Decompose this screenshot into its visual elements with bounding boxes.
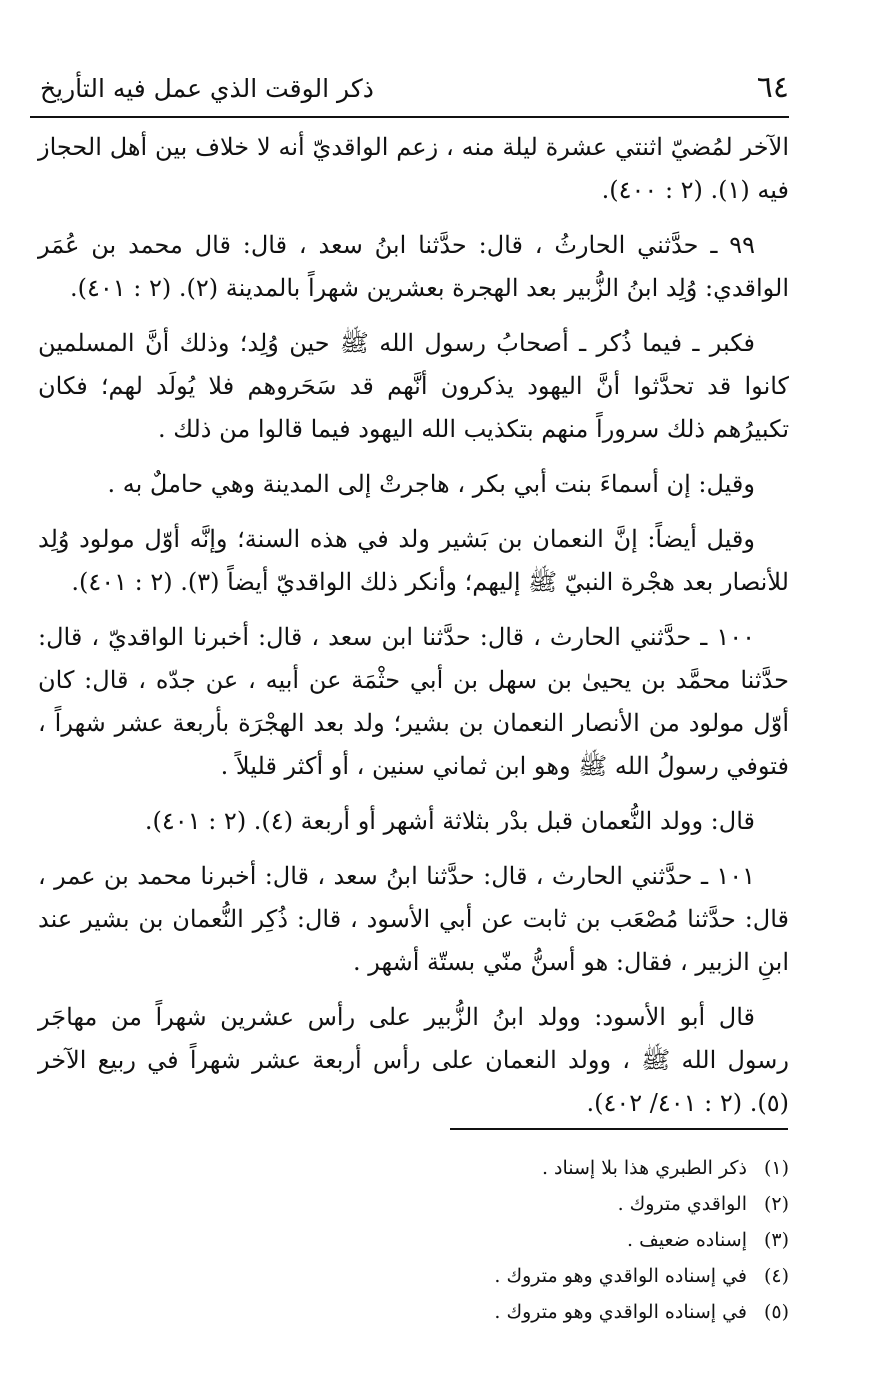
footnote xyxy=(149,1150,789,1186)
footnote-text: ذكر الطبري هذا بلا إسناد . xyxy=(541,1157,747,1179)
paragraph: قال أبو الأسود: وولد ابنُ الزُّبير على رأس عشرين شهراً من مهاجَر رسول الله ﷺ ، وولد النعمان على رأس أربعة عشر شهراً في ربيع الآخر (٥). (٢ : ٤٠١/ ٤٠٢). xyxy=(38,1003,789,1117)
footnote-text: إسناده ضعيف . xyxy=(627,1229,747,1251)
paragraph: قال: وولد النُّعمان قبل بدْر بثلاثة أشهر أو أربعة (٤). (٢ : ٤٠١). xyxy=(144,807,755,835)
footnote-number: (٤) xyxy=(763,1265,789,1287)
page-header xyxy=(30,70,789,118)
footnote xyxy=(149,1186,789,1222)
footnote xyxy=(149,1294,789,1330)
paragraph: الآخر لمُضيّ اثنتي عشرة ليلة منه ، زعم الواقديّ أنه لا خلاف بين أهل الحجاز فيه (١). (٢ : ٤٠٠). xyxy=(38,133,789,204)
paragraph: ١٠١ ـ حدَّثني الحارث ، قال: حدَّثنا ابنُ سعد ، قال: أخبرنا محمد بن عمر ، قال: حدَّثنا مُصْعَب بن ثابت عن أبي الأسود ، قال: ذُكِر النُّعمان بن بشير عند ابنِ الزبير ، فقال: هو أسنُّ منّي بستّة أشهر . xyxy=(38,862,789,976)
footnote-text: في إسناده الواقدي وهو متروك . xyxy=(494,1301,747,1323)
footnote-number: (٢) xyxy=(763,1193,789,1215)
footnote-divider xyxy=(450,1128,788,1130)
paragraph: وقيل: إن أسماءَ بنت أبي بكر ، هاجرتْ إلى المدينة وهي حاملٌ به . xyxy=(107,470,755,498)
paragraph: وقيل أيضاً: إنَّ النعمان بن بَشير ولد في هذه السنة؛ وإنَّه أوّل مولود وُلِد للأنصار بعد هجْرة النبيّ ﷺ إليهم؛ وأنكر ذلك الواقديّ أيضاً (٣). (٢ : ٤٠١). xyxy=(38,525,789,596)
paragraph: ١٠٠ ـ حدَّثني الحارث ، قال: حدَّثنا ابن سعد ، قال: أخبرنا الواقديّ ، قال: حدَّثنا محمَّد بن يحيىٰ بن سهل بن أبي حثْمَة عن أبيه ، عن جدّه ، قال: كان أوّل مولود من الأنصار النعمان بن بشير؛ ولد بعد الهجْرَة بأربعة عشر شهراً ، فتوفي رسولُ الله ﷺ وهو ابن ثماني سنين ، أو أكثر قليلاً . xyxy=(38,623,789,780)
footnote xyxy=(149,1222,789,1258)
paragraph: ٩٩ ـ حدَّثني الحارثُ ، قال: حدَّثنا ابنُ سعد ، قال: قال محمد بن عُمَر الواقدي: وُلِد ابنُ الزُّبير بعد الهجرة بعشرين شهراً بالمدينة (٢). (٢ : ٤٠١). xyxy=(38,231,789,302)
footnote-text: الواقدي متروك . xyxy=(617,1193,747,1215)
footnote-number: (١) xyxy=(763,1157,789,1179)
footnotes xyxy=(149,1150,789,1330)
footnote xyxy=(149,1258,789,1294)
running-title: ذكر الوقت الذي عمل فيه التأريخ xyxy=(40,74,374,103)
paragraph: فكبر ـ فيما ذُكر ـ أصحابُ رسول الله ﷺ حين وُلِد؛ وذلك أنَّ المسلمين كانوا قد تحدَّثوا أنَّ اليهود يذكرون أنَّهم قد سَحَروهم فلا يُولَد لهم؛ فكان تكبيرُهم ذلك سروراً منهم بتكذيب الله اليهود فيما قالوا من ذلك . xyxy=(38,329,789,443)
footnote-text: في إسناده الواقدي وهو متروك . xyxy=(494,1265,747,1287)
footnote-number: (٥) xyxy=(763,1301,789,1323)
footnote-number: (٣) xyxy=(763,1229,789,1251)
main-text xyxy=(38,126,789,1137)
page-number: ٦٤ xyxy=(756,70,789,105)
